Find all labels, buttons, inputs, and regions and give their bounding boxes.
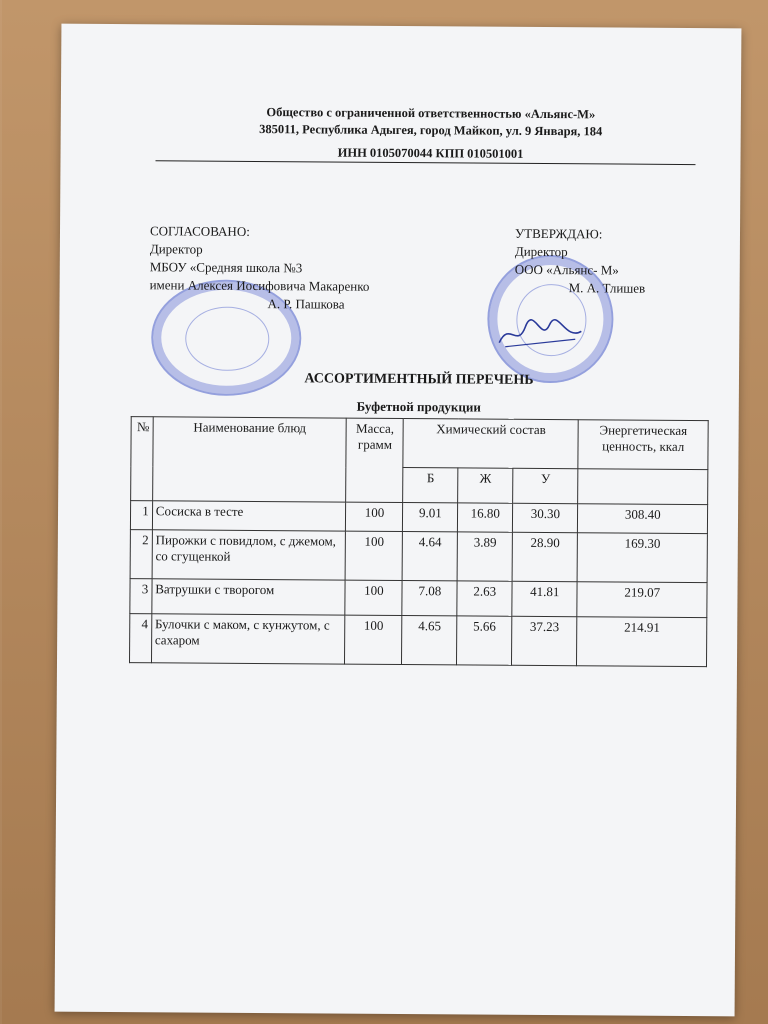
approved-label: УТВЕРЖДАЮ:	[514, 225, 603, 242]
header-name: Наименование блюд	[152, 417, 346, 502]
cell-u: 41.81	[512, 581, 577, 616]
approved-position: Директор	[514, 243, 568, 260]
cell-mass: 100	[345, 615, 402, 664]
cell-b: 4.65	[402, 616, 457, 665]
assortment-table	[129, 416, 709, 667]
table-row	[130, 530, 707, 583]
agreed-school-named: имени Алексея Иосифовича Макаренко	[149, 277, 370, 294]
cell-zh: 2.63	[457, 581, 512, 616]
table-row	[130, 501, 707, 534]
approved-org: ООО «Альянс- М»	[514, 261, 619, 278]
cell-num: 3	[130, 579, 152, 614]
cell-zh: 5.66	[457, 616, 512, 665]
school-stamp-inner-ring	[185, 306, 269, 371]
approved-block	[515, 225, 646, 298]
cell-u: 28.90	[512, 532, 578, 581]
table-header-row	[131, 417, 708, 470]
header-mass: Масса, грамм	[346, 418, 404, 502]
cell-mass: 100	[345, 580, 402, 615]
cell-b: 4.64	[402, 532, 457, 581]
header-u: У	[513, 468, 578, 503]
org-name: Общество с ограниченной ответственностью «Альянс-М»	[266, 105, 596, 122]
signature-image	[495, 313, 585, 354]
cell-name: Сосиска в тесте	[152, 501, 346, 531]
header-energy-empty	[578, 469, 708, 505]
table-row	[130, 579, 707, 618]
agreed-block	[149, 222, 369, 314]
cell-energy: 219.07	[577, 582, 707, 618]
header-b: Б	[403, 468, 458, 503]
cell-u: 30.30	[513, 503, 578, 532]
cell-num: 4	[129, 614, 151, 663]
cell-name: Ватрушки с творогом	[152, 579, 346, 615]
agreed-school: МБОУ «Средняя школа №3	[149, 259, 303, 276]
cell-num: 2	[130, 530, 152, 579]
cell-name: Пирожки с повидлом, с джемом, со сгущенкой	[152, 530, 346, 580]
cell-energy: 308.40	[578, 504, 708, 534]
cell-energy: 169.30	[578, 533, 708, 583]
cell-energy: 214.91	[577, 617, 707, 667]
agreed-position: Директор	[149, 241, 203, 257]
header-energy: Энергетическая ценность, ккал	[578, 420, 708, 470]
cell-num: 1	[130, 501, 152, 530]
cell-mass: 100	[346, 502, 403, 531]
header-zh: Ж	[458, 468, 513, 503]
document-title: АССОРТИМЕНТНЫЙ ПЕРЕЧЕНЬ	[304, 371, 534, 388]
cell-zh: 3.89	[457, 532, 512, 581]
document-subtitle: Буфетной продукции	[356, 398, 481, 415]
org-address: 385011, Республика Адыгея, город Майкоп, ул. 9 Января, 184	[259, 122, 603, 139]
cell-b: 9.01	[403, 503, 458, 532]
cell-mass: 100	[346, 531, 403, 580]
cell-b: 7.08	[402, 581, 457, 616]
header-chem: Химический состав	[403, 419, 578, 469]
cell-zh: 16.80	[458, 503, 513, 532]
agreed-signer: А. Р. Пашкова	[267, 296, 345, 312]
approved-signer: М. А. Тлишев	[568, 280, 646, 296]
cell-u: 37.23	[512, 616, 578, 665]
document-sheet	[55, 24, 742, 1017]
header-num: №	[131, 417, 153, 501]
agreed-label: СОГЛАСОВАНО:	[149, 223, 250, 239]
table-row	[129, 614, 706, 667]
cell-name: Булочки с маком, с кунжутом, с сахаром	[151, 614, 345, 664]
org-tax-ids: ИНН 0105070044 КПП 010501001	[337, 145, 524, 161]
